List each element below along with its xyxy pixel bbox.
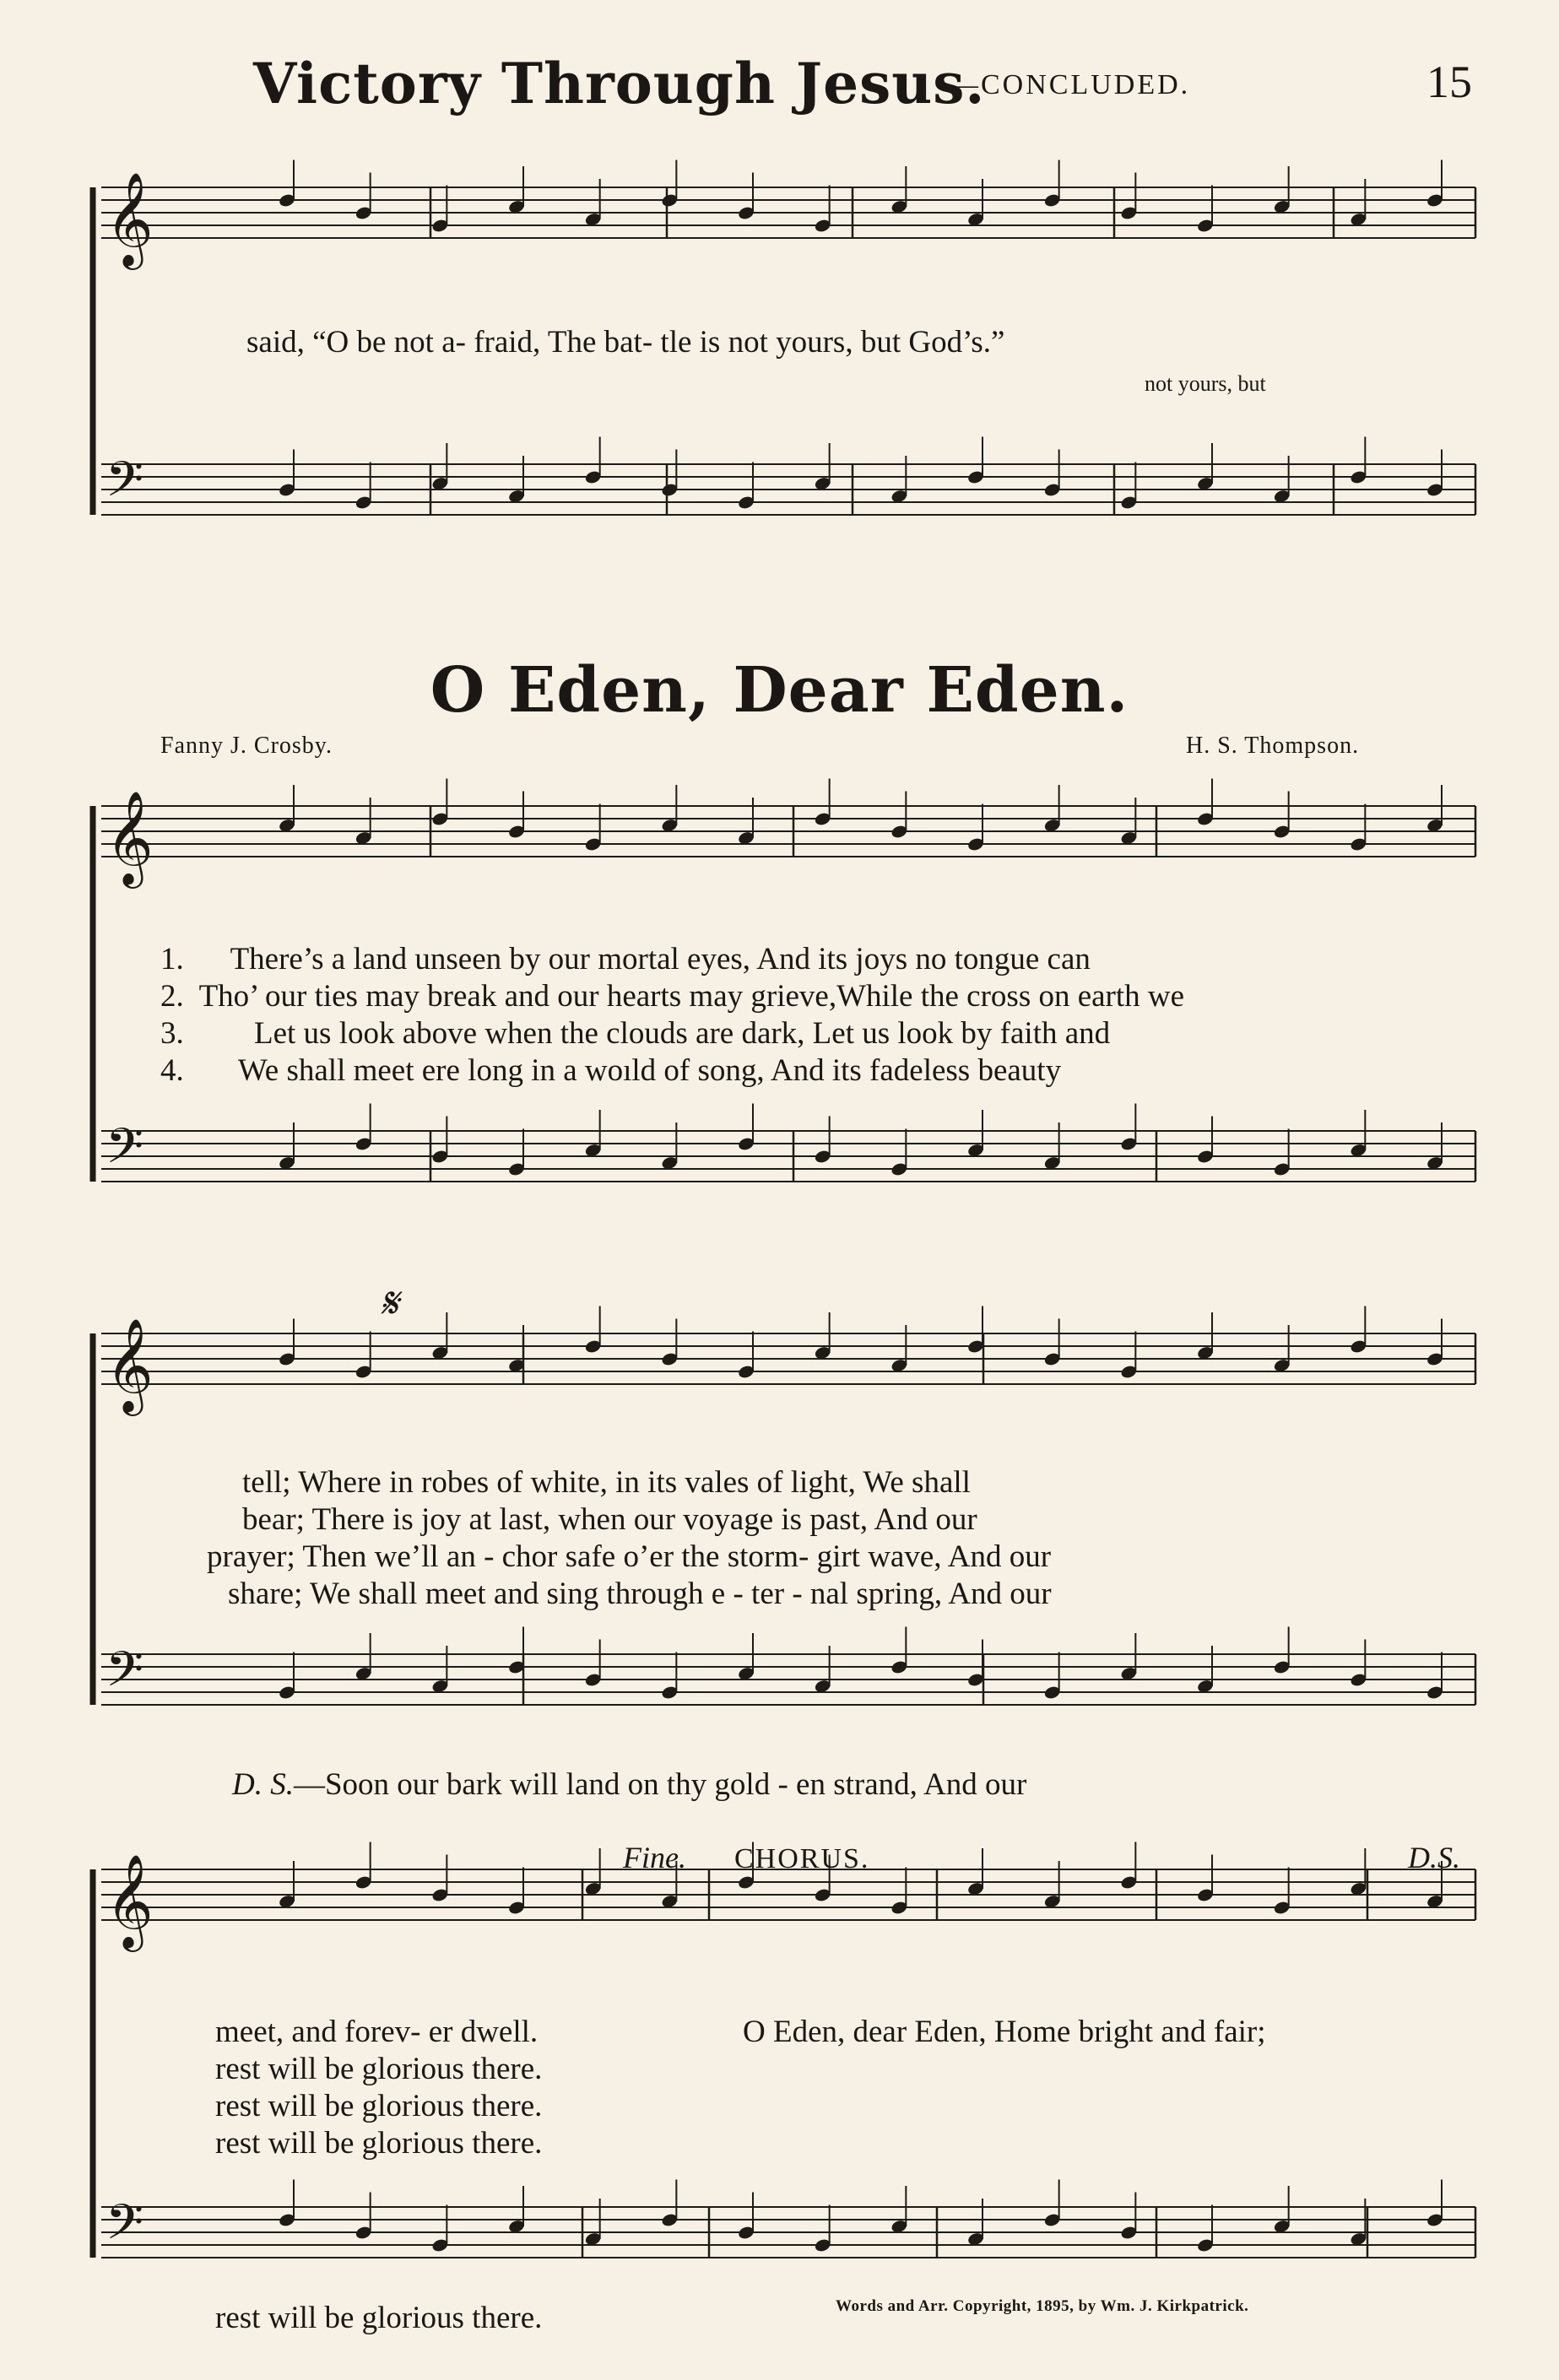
verse2-line-1: tell; Where in robes of white, in its vales of light, We shall [242,1465,971,1500]
ds-text: —Soon our bark will land on thy gold - en strand, And our [293,1767,1027,1802]
page-number: 15 [1426,57,1472,107]
verse2-line-2: bear; There is joy at last, when our voyage is past, And our [242,1502,977,1537]
copyright-notice: Words and Arr. Copyright, 1895, by Wm. J. Kirkpatrick. [836,2297,1249,2315]
clef-glyph: 𝄞 [106,171,154,266]
chorus-label: CHORUS. [734,1843,870,1874]
verse-line-4: 4. We shall meet ere long in a woıld of song, And its fadeless beauty [160,1053,1062,1088]
verse-line-1: 1. There’s a land unseen by our mortal eyes, And its joys no tongue can [160,942,1091,976]
system1-verses [160,941,1184,1090]
clef-glyph: 𝄢 [106,1641,144,1710]
clef-glyph: 𝄞 [106,1853,154,1948]
ds-mark: D.S. [1408,1841,1460,1874]
concluded-label: —CONCLUDED. [950,69,1191,100]
clef-glyph: 𝄞 [106,790,154,884]
victory-lyric-line: said, “O be not a- fraid, The bat- tle is not yours, but God’s.” [246,325,1005,360]
verse-line-2: 2. Tho’ our ties may break and our hearts may grieve,While the cross on earth we [160,979,1185,1014]
hymn-title-previous: Victory Through Jesus. [253,51,986,116]
system3-verses [215,2014,542,2162]
ds-label: D. S. [232,1767,294,1802]
dal-segno-line [232,1766,1026,1804]
echo-lyric: not yours, but [1145,371,1266,396]
verse3-line-1: meet, and forev- er dwell. [215,2015,539,2049]
clef-glyph: 𝄢 [106,1117,144,1187]
segno-mark: 𝄋 [380,1279,398,1327]
system2-verses [207,1464,1052,1613]
fine-mark: Fine. [623,1841,686,1874]
verse2-line-4: share; We shall meet and sing through e - ter - nal spring, And our [228,1577,1052,1611]
verse-line-3: 3. Let us look above when the clouds are dark, Let us look by faith and [160,1016,1111,1051]
composer-credit: H. S. Thompson. [1186,733,1360,759]
verse3-line-4: rest will be glorious there. [215,2126,543,2161]
bottom-lyric: rest will be glorious there. [215,2301,543,2335]
verse3-line-2: rest will be glorious there. [215,2052,543,2086]
clef-glyph: 𝄢 [106,2193,144,2263]
verse2-line-3: prayer; Then we’ll an - chor safe o’er the storm- girt wave, And our [207,1539,1052,1574]
clef-glyph: 𝄢 [106,451,144,520]
lyricist-credit: Fanny J. Crosby. [160,733,333,759]
chorus-lyric: O Eden, dear Eden, Home bright and fair; [743,2015,1266,2049]
verse3-line-3: rest will be glorious there. [215,2089,543,2123]
song-title: O Eden, Dear Eden. [430,654,1129,727]
clef-glyph: 𝄞 [106,1317,154,1412]
